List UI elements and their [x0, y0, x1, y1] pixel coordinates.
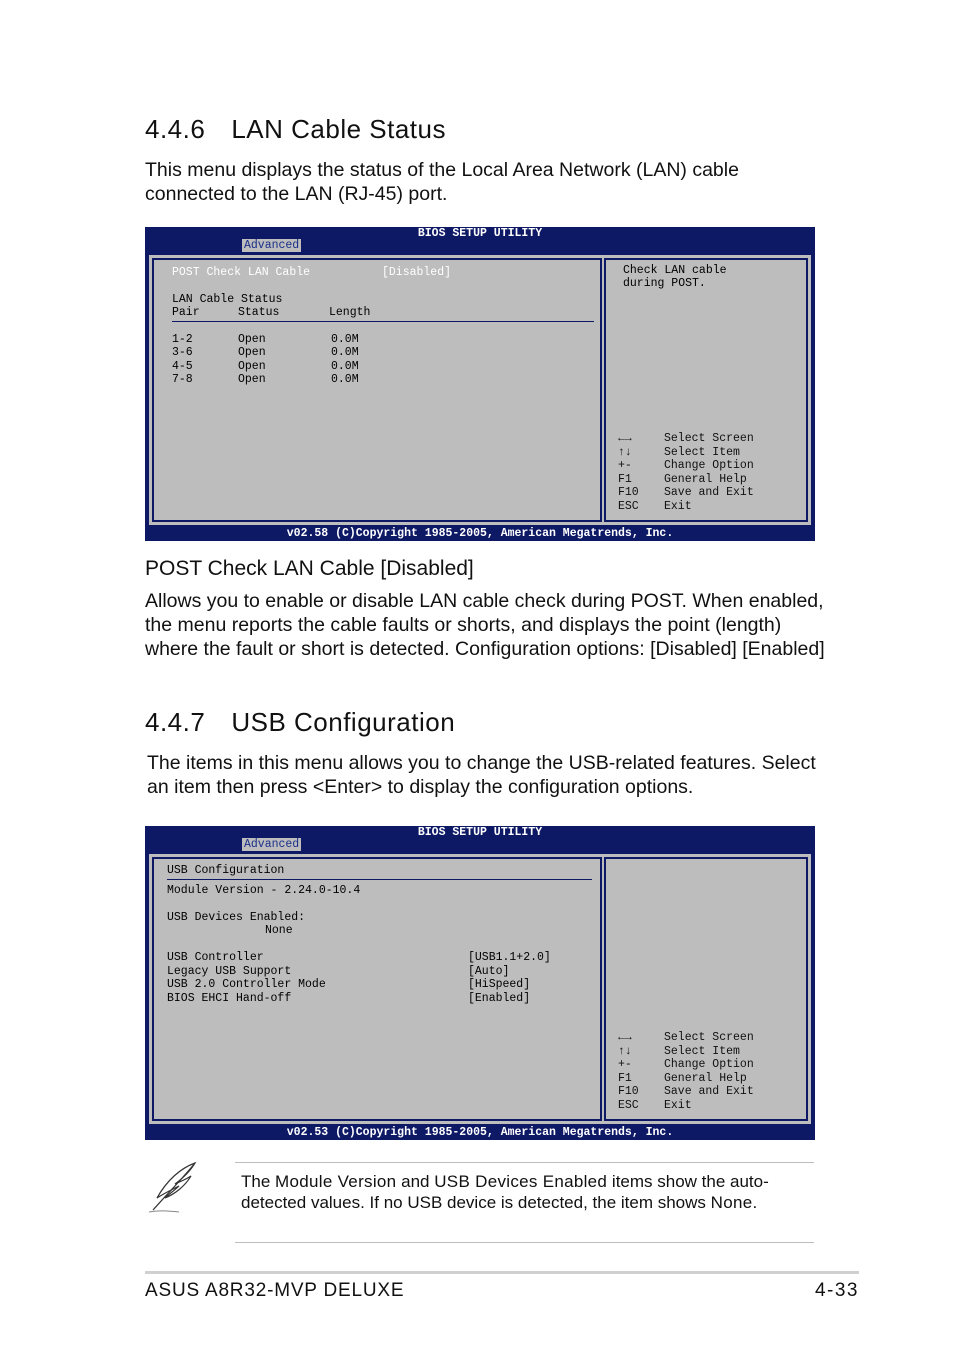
- key-desc: Change Option: [664, 459, 754, 472]
- f1-key: F1: [618, 472, 632, 486]
- section-heading-lan-cable-status: [145, 114, 446, 145]
- key-desc: General Help: [664, 472, 747, 486]
- footer-product-name: ASUS A8R32-MVP DELUXE: [145, 1280, 405, 1301]
- bios-screen-lan-cable: [145, 227, 815, 541]
- section-title: LAN Cable Status: [231, 114, 446, 144]
- length-cell: 0.0M: [331, 346, 359, 359]
- note-term-none: None: [710, 1193, 753, 1212]
- key-desc: Save and Exit: [664, 1085, 754, 1098]
- footer-page-number: 4-33: [814, 1280, 859, 1301]
- key-desc: Exit: [664, 499, 692, 513]
- pair-cell: 7-8: [172, 373, 193, 386]
- header-divider: [172, 321, 594, 322]
- key-desc: Change Option: [664, 1058, 754, 1071]
- note-box: [235, 1162, 814, 1243]
- note-term-usb-devices-enabled: USB Devices Enabled: [434, 1172, 608, 1191]
- up-down-arrows-icon: ↑↓: [618, 1044, 632, 1058]
- setting-value[interactable]: [Enabled]: [468, 992, 531, 1005]
- key-desc: Save and Exit: [664, 486, 754, 499]
- lan-cable-status-heading: LAN Cable Status: [172, 293, 283, 306]
- setting-value[interactable]: [HiSpeed]: [468, 978, 531, 991]
- post-check-lan-cable-value[interactable]: [Disabled]: [382, 266, 452, 279]
- pair-cell: 1-2: [172, 333, 193, 346]
- key-desc: Select Screen: [664, 1031, 754, 1044]
- subsection-paragraph: Allows you to enable or disable LAN cable check during POST. When enabled, the menu reports the cable faults or shorts, and displays the point (length) where the fault or short is detected. Configuration options: [Disabled] [Enabled]: [145, 590, 825, 660]
- note-fragment: .: [752, 1193, 758, 1212]
- note-fragment: items show the auto-detected values. If no USB device is detected, the item shows: [241, 1172, 769, 1212]
- setting-value[interactable]: [Auto]: [468, 965, 510, 978]
- esc-key: ESC: [618, 499, 639, 513]
- length-cell: 0.0M: [331, 360, 359, 373]
- bios-panel: [149, 854, 811, 1124]
- bios-copyright-footer: v02.53 (C)Copyright 1985-2005, American Megatrends, Inc.: [286, 1126, 674, 1139]
- section-paragraph: The items in this menu allows you to change the USB-related features. Select an item then press <Enter> to display the configuration options.: [147, 752, 816, 798]
- left-right-arrows-icon: ←→: [618, 1031, 632, 1044]
- bios-title: BIOS SETUP UTILITY: [417, 826, 543, 839]
- section-paragraph: This menu displays the status of the Local Area Network (LAN) cable connected to the LAN (RJ-45) port.: [145, 159, 739, 205]
- tab-advanced[interactable]: Advanced: [244, 838, 300, 851]
- column-header-status: Status: [238, 306, 280, 319]
- pair-cell: 3-6: [172, 346, 193, 359]
- bios-help-pane: [604, 857, 808, 1121]
- setting-value[interactable]: [USB1.1+2.0]: [468, 951, 551, 964]
- section-number: 4.4.7: [145, 707, 206, 737]
- post-check-lan-cable-label[interactable]: POST Check LAN Cable: [172, 266, 311, 279]
- setting-label: USB 2.0 Controller Mode: [167, 978, 326, 991]
- bios-left-pane: [152, 857, 602, 1121]
- bios-help-pane: [604, 258, 808, 522]
- f1-key: F1: [618, 1071, 632, 1085]
- status-cell: Open: [238, 333, 266, 346]
- section-title: USB Configuration: [231, 707, 456, 737]
- note-text: [241, 1171, 806, 1213]
- bios-copyright-footer: v02.58 (C)Copyright 1985-2005, American Megatrends, Inc.: [286, 527, 674, 540]
- column-header-pair: Pair: [172, 306, 200, 319]
- note-term-module-version: Module Version: [275, 1172, 397, 1191]
- footer-divider: [145, 1271, 859, 1274]
- esc-key: ESC: [618, 1098, 639, 1112]
- key-desc: Select Item: [664, 1044, 740, 1058]
- status-cell: Open: [238, 346, 266, 359]
- plus-minus-key: +-: [618, 459, 632, 472]
- key-desc: Exit: [664, 1098, 692, 1112]
- status-cell: Open: [238, 373, 266, 386]
- note-fragment: and: [396, 1172, 435, 1191]
- bios-panel: [149, 255, 811, 525]
- length-cell: 0.0M: [331, 333, 359, 346]
- module-version: Module Version - 2.24.0-10.4: [167, 884, 361, 897]
- subsection-heading: POST Check LAN Cable [Disabled]: [145, 557, 474, 580]
- section-heading-usb-configuration: [145, 707, 455, 738]
- status-cell: Open: [238, 360, 266, 373]
- key-desc: General Help: [664, 1071, 747, 1085]
- plus-minus-key: +-: [618, 1058, 632, 1071]
- help-text-line-1: Check LAN cable: [623, 264, 727, 277]
- help-text-line-2: during POST.: [623, 277, 706, 290]
- f10-key: F10: [618, 486, 639, 499]
- feather-note-icon: [145, 1160, 201, 1216]
- setting-label: BIOS EHCI Hand-off: [167, 992, 292, 1005]
- bios-screen-usb-configuration: [145, 826, 815, 1140]
- tab-advanced[interactable]: Advanced: [244, 239, 300, 252]
- usb-configuration-heading: USB Configuration: [167, 864, 285, 877]
- key-desc: Select Screen: [664, 432, 754, 445]
- key-desc: Select Item: [664, 445, 740, 459]
- note-fragment: The: [241, 1172, 276, 1191]
- heading-divider: [167, 879, 592, 880]
- length-cell: 0.0M: [331, 373, 359, 386]
- usb-devices-enabled-value: None: [265, 924, 293, 937]
- pair-cell: 4-5: [172, 360, 193, 373]
- bios-left-pane: [152, 258, 602, 522]
- usb-devices-enabled-label: USB Devices Enabled:: [167, 911, 306, 924]
- column-header-length: Length: [329, 306, 371, 319]
- setting-label: Legacy USB Support: [167, 965, 292, 978]
- section-number: 4.4.6: [145, 114, 206, 144]
- bios-title: BIOS SETUP UTILITY: [417, 227, 543, 240]
- left-right-arrows-icon: ←→: [618, 432, 632, 445]
- setting-label: USB Controller: [167, 951, 264, 964]
- up-down-arrows-icon: ↑↓: [618, 445, 632, 459]
- f10-key: F10: [618, 1085, 639, 1098]
